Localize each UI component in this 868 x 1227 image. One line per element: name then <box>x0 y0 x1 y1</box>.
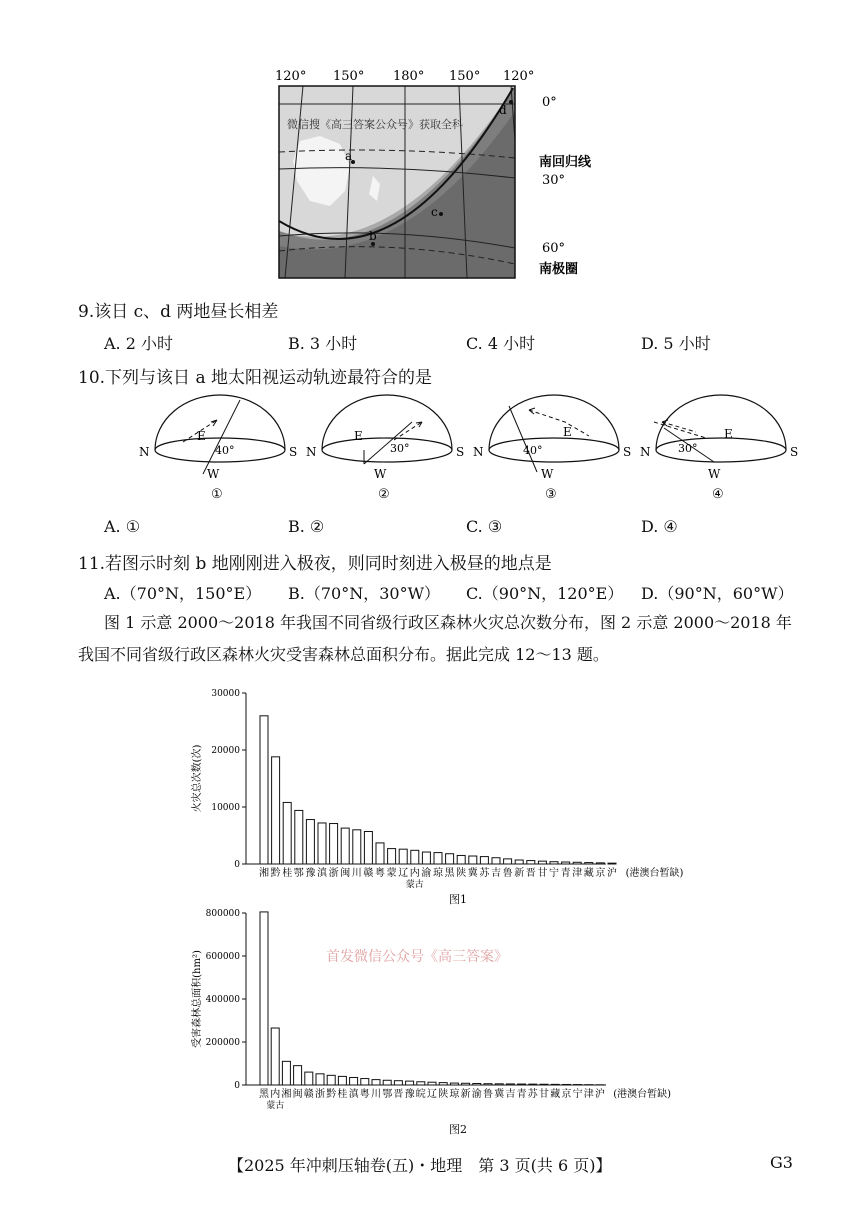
chart1-xtick-label: 鄂 <box>293 868 304 879</box>
q11-option-d[interactable]: D.（90°N，60°W） <box>641 584 794 603</box>
chart1-xtick-label: 宁 <box>549 868 559 879</box>
q11-option-a[interactable]: A.（70°N，150°E） <box>104 584 262 603</box>
chart1-bar <box>295 810 303 864</box>
chart1-ylabel: 火灾总次数(次) <box>192 744 203 813</box>
lon-label-5: 120° <box>503 69 535 84</box>
chart1-xtick-label: 鲁 <box>502 868 513 879</box>
chart1-xtick-label: 川 <box>351 868 362 879</box>
intro-line-1: 图 1 示意 2000～2018 年我国不同省级行政区森林火灾总次数分布，图 2 示意 2000～2018 年 <box>104 613 792 632</box>
chart1-bar <box>260 716 268 864</box>
chart2-xtick-extra: 蒙古 <box>266 1101 285 1111</box>
lon-label-2: 150° <box>333 69 365 84</box>
chart2-xtick-label: 黑 <box>259 1089 269 1100</box>
chart2-bar <box>294 1066 302 1085</box>
chart2-bar <box>529 1084 537 1085</box>
chart2-xtick-label: 吉 <box>505 1089 516 1100</box>
d1-num: ① <box>211 487 223 502</box>
chart1-ytick-label: 10000 <box>211 803 240 813</box>
chart1-xtick-label: 沪 <box>607 868 617 879</box>
chart2-xtick-label: 内 <box>270 1089 281 1100</box>
chart2-bar <box>506 1084 514 1085</box>
chart2-ytick-label: 0 <box>234 1081 240 1091</box>
chart2-xtick-label: 陕 <box>438 1089 449 1100</box>
d2-angle: 30° <box>390 442 410 455</box>
map-figure <box>255 66 615 286</box>
point-b-label: b <box>369 229 377 243</box>
chart1-xtick-extra: 蒙古 <box>405 880 424 890</box>
q11-option-b[interactable]: B.（70°N，30°W） <box>288 584 441 603</box>
chart2-bar <box>406 1081 414 1085</box>
chart-2-svg <box>180 900 700 1140</box>
chart2-xtick-label: 渝 <box>471 1089 482 1100</box>
d3-num: ③ <box>545 487 557 502</box>
q9-option-d[interactable]: D. 5 小时 <box>641 334 711 353</box>
chart1-xtick-label: 甘 <box>537 868 548 879</box>
chart1-bar <box>364 832 372 864</box>
q9-option-c[interactable]: C. 4 小时 <box>466 334 536 353</box>
chart2-xtick-label: 黔 <box>326 1089 337 1100</box>
chart2-bar <box>305 1072 313 1085</box>
chart1-bar <box>504 859 512 864</box>
chart2-xtick-label: 新 <box>460 1089 471 1100</box>
chart2-bar <box>327 1075 335 1085</box>
chart1-bar <box>422 852 430 864</box>
chart1-ytick-label: 0 <box>234 860 240 870</box>
chart1-bar <box>596 863 604 864</box>
chart2-bar <box>417 1082 425 1085</box>
chart1-xtick-label: 桂 <box>282 868 293 879</box>
q10-diagrams <box>135 392 799 510</box>
chart1-bar <box>538 861 546 864</box>
chart1-bar <box>585 863 593 864</box>
chart2-xtick-label: 川 <box>371 1089 381 1100</box>
sun-path-diagram-2 <box>306 395 464 502</box>
lat-label-0: 0° <box>542 95 557 110</box>
q9-option-a[interactable]: A. 2 小时 <box>104 334 173 353</box>
d3-e: E <box>563 425 572 439</box>
chart1-bar <box>376 843 384 864</box>
chart1-title: 图1 <box>449 893 467 906</box>
chart2-bar <box>316 1074 324 1085</box>
chart2-bar <box>473 1083 481 1085</box>
chart1-xtick-label: 黑 <box>444 868 455 879</box>
d3-angle: 40° <box>523 444 543 457</box>
chart1-bar <box>341 828 349 864</box>
d4-num: ④ <box>712 487 724 502</box>
chart1-bar <box>527 861 535 864</box>
chart1-bar <box>562 862 570 864</box>
chart1-xtick-label: 内 <box>409 868 420 879</box>
chart2-note: (港澳台暂缺) <box>613 1089 672 1100</box>
chart-2 <box>180 900 700 1140</box>
chart1-bar <box>399 849 407 864</box>
chart2-xtick-label: 滇 <box>348 1089 359 1100</box>
chart1-xtick-label: 琼 <box>433 868 443 879</box>
chart2-bar <box>361 1079 369 1085</box>
chart2-ytick-label: 600000 <box>205 952 240 962</box>
chart2-xtick-label: 皖 <box>415 1089 426 1100</box>
d3-s: S <box>623 445 632 459</box>
chart1-bar <box>353 830 361 864</box>
chart1-bar <box>434 853 442 864</box>
chart1-note: (港澳台暂缺) <box>625 868 684 879</box>
d1-w: W <box>207 467 220 481</box>
d4-e: E <box>724 427 733 441</box>
chart2-title: 图2 <box>449 1123 467 1136</box>
d1-s: S <box>289 445 298 459</box>
chart1-xtick-label: 京 <box>595 868 606 879</box>
d2-e: E <box>354 429 363 443</box>
chart1-bar <box>446 854 454 864</box>
chart1-bar <box>318 823 326 864</box>
chart1-xtick-label: 新 <box>514 868 525 879</box>
chart2-bar <box>439 1083 447 1085</box>
d2-n: N <box>306 445 317 459</box>
chart1-xtick-label: 苏 <box>479 868 490 879</box>
d4-s: S <box>790 445 799 459</box>
chart1-ytick-label: 30000 <box>211 689 240 699</box>
chart2-bar <box>518 1084 526 1085</box>
chart2-bar <box>428 1082 436 1085</box>
chart2-bar <box>562 1084 570 1085</box>
q11-option-c[interactable]: C.（90°N，120°E） <box>466 584 624 603</box>
chart1-bar <box>306 820 314 864</box>
chart1-bar <box>283 802 291 864</box>
q10-option-d[interactable]: D. ④ <box>641 517 678 536</box>
chart1-bar <box>388 849 396 864</box>
lat-label-30: 30° <box>542 173 566 188</box>
chart1-bar <box>457 855 465 864</box>
chart2-xtick-label: 鄂 <box>382 1089 393 1100</box>
chart2-bar <box>540 1084 548 1085</box>
lon-label-1: 120° <box>275 69 307 84</box>
chart2-xtick-label: 冀 <box>494 1089 505 1100</box>
chart1-xtick-label: 粤 <box>375 868 385 879</box>
q10-stem: 10.下列与该日 a 地太阳视运动轨迹最符合的是 <box>78 368 432 388</box>
chart-1-svg <box>180 682 700 910</box>
chart2-xtick-label: 津 <box>583 1089 594 1100</box>
chart2-bar <box>462 1083 470 1085</box>
chart2-bar <box>551 1084 559 1085</box>
point-c-label: c <box>431 205 438 219</box>
map-watermark: 微信搜《高三答案公众号》获取全科 <box>287 118 463 131</box>
d4-angle: 30° <box>678 442 698 455</box>
chart1-xtick-label: 藏 <box>583 868 594 879</box>
chart2-bar <box>282 1061 290 1085</box>
chart1-xtick-label: 津 <box>572 868 583 879</box>
chart2-xtick-label: 甘 <box>539 1089 549 1100</box>
chart2-xtick-label: 湘 <box>281 1089 292 1100</box>
chart1-xtick-label: 滇 <box>317 868 327 879</box>
chart2-xtick-label: 粤 <box>359 1089 370 1100</box>
chart2-xtick-label: 晋 <box>393 1089 404 1100</box>
chart1-bar <box>550 862 558 864</box>
sun-path-diagram-3 <box>473 395 631 502</box>
chart2-ylabel: 受害森林总面积(hm²) <box>192 950 203 1048</box>
q9-stem: 9.该日 c、d 两地昼长相差 <box>78 302 279 322</box>
d1-angle: 40° <box>215 444 235 457</box>
chart1-xtick-label: 渝 <box>421 868 432 879</box>
chart2-xtick-label: 鲁 <box>483 1089 493 1100</box>
d1-n: N <box>139 445 150 459</box>
chart2-xtick-label: 沪 <box>595 1089 605 1100</box>
d3-w: W <box>541 467 554 481</box>
chart1-xtick-label: 青 <box>560 868 571 879</box>
chart2-ytick-label: 200000 <box>205 1038 240 1048</box>
q11-stem: 11.若图示时刻 b 地刚刚进入极夜，则同时刻进入极昼的地点是 <box>78 554 552 574</box>
chart2-xtick-label: 辽 <box>427 1089 437 1100</box>
chart1-xtick-label: 浙 <box>328 868 339 879</box>
chart2-xtick-label: 闽 <box>292 1089 303 1100</box>
chart2-ytick-label: 400000 <box>205 995 240 1005</box>
chart2-bar <box>484 1084 492 1085</box>
chart2-xtick-label: 赣 <box>303 1089 314 1100</box>
lon-label-4: 150° <box>449 69 481 84</box>
chart1-bar <box>469 856 477 864</box>
chart2-xtick-label: 桂 <box>337 1089 348 1100</box>
chart2-bar <box>383 1080 391 1085</box>
intro-line-2: 我国不同省级行政区森林火灾受害森林总面积分布。据此完成 12～13 题。 <box>78 645 609 664</box>
chart1-xtick-label: 陕 <box>456 868 467 879</box>
chart2-xtick-label: 豫 <box>404 1089 415 1100</box>
chart1-xtick-label: 赣 <box>363 868 374 879</box>
chart1-bar <box>330 824 338 864</box>
chart1-bar <box>515 860 523 864</box>
q10-option-c[interactable]: C. ③ <box>466 517 503 536</box>
d2-num: ② <box>378 487 390 502</box>
chart-1 <box>180 682 700 910</box>
point-d-label: d <box>499 103 507 117</box>
chart1-xtick-label: 黔 <box>270 868 281 879</box>
d4-n: N <box>640 445 651 459</box>
lat-label-60: 60° <box>542 241 566 256</box>
chart1-xtick-label: 吉 <box>491 868 501 879</box>
d1-e: E <box>197 429 206 443</box>
chart2-xtick-label: 琼 <box>449 1089 460 1100</box>
sun-path-diagram-4 <box>640 395 798 502</box>
watermark-2: 首发微信公众号《高三答案》 <box>326 949 508 965</box>
chart1-xtick-label: 湘 <box>259 868 269 879</box>
q10-option-a[interactable]: A. ① <box>104 517 141 536</box>
chart1-bar <box>411 850 419 864</box>
chart1-xtick-label: 蒙 <box>386 868 397 879</box>
chart2-bar <box>271 1028 279 1085</box>
chart1-xtick-label: 辽 <box>398 868 409 879</box>
chart1-bar <box>573 862 581 864</box>
d4-w: W <box>708 467 721 481</box>
chart2-bar <box>260 912 268 1085</box>
chart1-bar <box>608 863 616 864</box>
d2-s: S <box>456 445 465 459</box>
chart2-bar <box>394 1081 402 1085</box>
chart2-ytick-label: 800000 <box>205 909 240 919</box>
point-a-label: a <box>345 149 353 163</box>
chart1-xtick-label: 豫 <box>305 868 316 879</box>
chart2-bar <box>372 1080 380 1085</box>
chart2-xtick-label: 宁 <box>572 1089 583 1100</box>
lon-label-3: 180° <box>393 69 425 84</box>
chart1-bar <box>272 757 280 864</box>
chart2-bar <box>450 1083 458 1085</box>
d3-n: N <box>473 445 484 459</box>
chart2-xtick-label: 苏 <box>527 1089 538 1100</box>
q10-option-b[interactable]: B. ② <box>288 517 325 536</box>
chart2-xtick-label: 青 <box>516 1089 527 1100</box>
footer-text: 【2025 年冲刺压轴卷(五)・地理 第 3 页(共 6 页)】 <box>228 1156 612 1175</box>
chart2-xtick-label: 藏 <box>550 1089 561 1100</box>
chart1-ytick-label: 20000 <box>211 746 240 756</box>
q9-option-b[interactable]: B. 3 小时 <box>288 334 358 353</box>
d2-w: W <box>374 467 387 481</box>
map-svg <box>255 66 615 286</box>
chart1-xtick-label: 冀 <box>467 868 478 879</box>
sun-path-diagram-1 <box>139 395 297 502</box>
chart2-bar <box>350 1077 358 1085</box>
chart1-xtick-label: 晋 <box>525 868 536 879</box>
footer-code: G3 <box>770 1153 793 1172</box>
q10-diagrams-svg <box>135 392 799 510</box>
lat-label-antarctic: 南极圈 <box>539 262 579 277</box>
chart2-bar <box>338 1076 346 1085</box>
chart1-bar <box>480 857 488 864</box>
chart2-xtick-label: 京 <box>561 1089 572 1100</box>
chart1-xtick-label: 闽 <box>340 868 351 879</box>
lat-label-tropic: 南回归线 <box>539 155 592 170</box>
chart2-xtick-label: 浙 <box>315 1089 325 1100</box>
chart2-bar <box>495 1084 503 1085</box>
chart1-bar <box>492 858 500 864</box>
